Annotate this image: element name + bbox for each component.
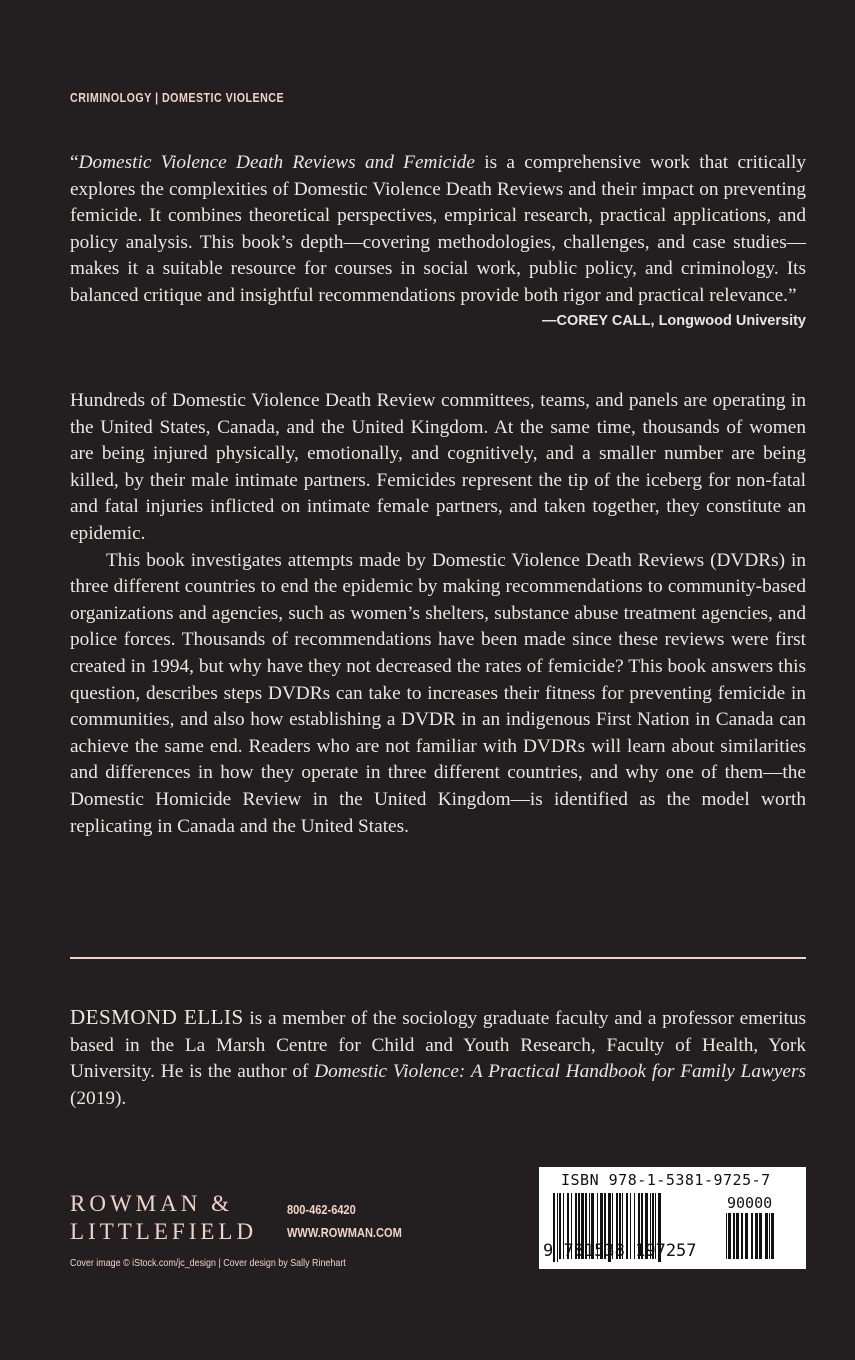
- quote-text: is a comprehensive work that critically explores the complexities of Domestic Violence Death Reviews and their impact on preventing femicide. It combines theoretical perspectives, empirical research, practical applications, and policy analysis. This book’s depth—covering methodologies, challenges, and case studies—makes it a suitable resource for courses in social work, public policy, and criminology. Its balanced critique and insightful recommendations provide both rigor and practical relevance.”: [70, 152, 806, 306]
- isbn-label: ISBN 978-1-5381-9725-7: [561, 1171, 771, 1189]
- bio-book-title: Domestic Violence: A Practical Handbook for Family Lawyers: [314, 1061, 806, 1083]
- publisher-contact: [287, 1198, 402, 1244]
- isbn-barcode: [539, 1167, 806, 1269]
- quote-attribution: —COREY CALL, Longwood University: [542, 312, 806, 329]
- book-description: [70, 388, 806, 840]
- endorsement-quote: [70, 150, 806, 332]
- description-paragraph: This book investigates attempts made by Domestic Violence Death Reviews (DVDRs) in three different countries to end the epidemic by making recommendations to community-based organizations and agencies, such as women’s shelters, substance abuse treatment agencies, and police forces. Thousands of recommendations have been made since these reviews were first created in 1994, but why have they not decreased the rates of femicide? This book answers this question, describes steps DVDRs can take to increases their fitness for preventing femicide in communities, and also how establishing a DVDR in an indigenous First Nation in Canada can achieve the same end. Readers who are not familiar with DVDRs will learn about similarities and differences in how they operate in three different countries, and why one of them—the Domestic Homicide Review in the United Kingdom—is identified as the model worth replicating in Canada and the United States.: [70, 549, 806, 837]
- publisher-logo: [70, 1190, 257, 1246]
- isbn-number: 9 781538 197257: [543, 1241, 697, 1261]
- cover-credit: Cover image © iStock.com/jc_design | Cover design by Sally Rinehart: [70, 1257, 346, 1269]
- author-bio: [70, 1004, 806, 1112]
- publisher-line1: ROWMAN &: [70, 1191, 233, 1216]
- publisher-phone: 800-462-6420: [287, 1202, 356, 1217]
- bio-text: is a member of the sociology graduate faculty and a professor emeritus based in the La Marsh Centre for Child and Youth Research, Faculty of Health, York University. He is the author of: [70, 1008, 806, 1083]
- bio-year: (2019).: [70, 1087, 127, 1109]
- quote-open: “: [70, 152, 79, 173]
- publisher-website: WWW.ROWMAN.COM: [287, 1225, 402, 1240]
- author-name: DESMOND ELLIS: [70, 1005, 244, 1029]
- isbn-addon: 90000: [727, 1194, 773, 1212]
- barcode-bar: [774, 1213, 776, 1259]
- addon-barcode-bars: [726, 1213, 776, 1259]
- quote-book-title: Domestic Violence Death Reviews and Femicide: [78, 152, 475, 173]
- divider: [70, 957, 806, 959]
- description-paragraph: Hundreds of Domestic Violence Death Review committees, teams, and panels are operating in the United States, Canada, and the United Kingdom. At the same time, thousands of women are being injured physically, emotionally, and cognitively, and a smaller number are being killed, by their male intimate partners. Femicides represent the tip of the iceberg for non-fatal and fatal injuries inflicted on intimate female partners, and taken together, they constitute an epidemic.: [70, 390, 806, 544]
- publisher-line2: LITTLEFIELD: [70, 1219, 258, 1244]
- category-label: CRIMINOLOGY | DOMESTIC VIOLENCE: [70, 90, 285, 105]
